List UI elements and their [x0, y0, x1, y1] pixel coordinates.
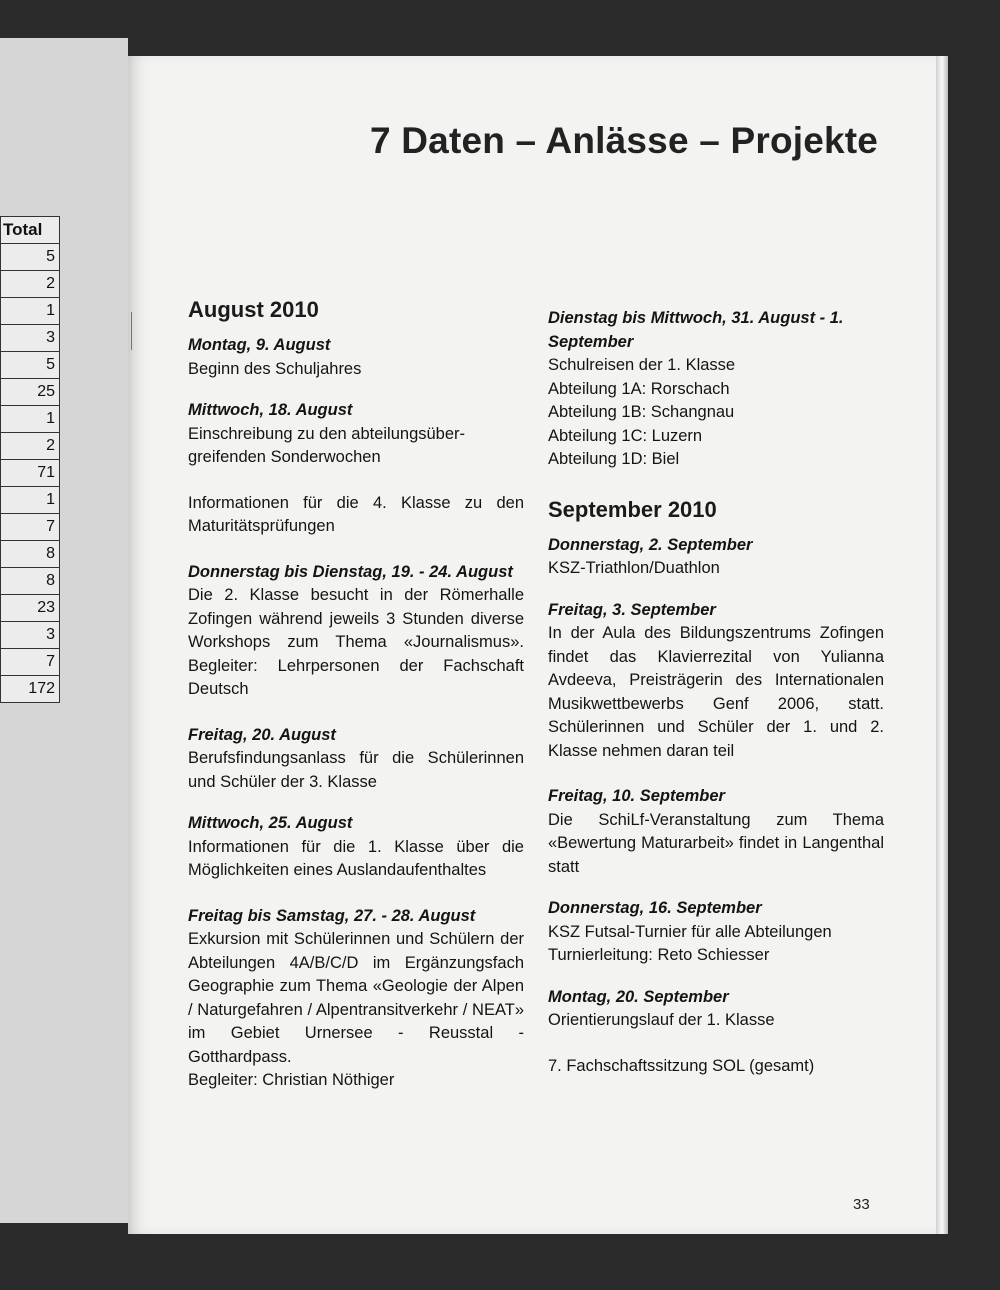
entry-extra: Turnierleitung: Reto Schiesser: [548, 946, 770, 964]
entry-text: Beginn des Schuljahres: [188, 359, 362, 378]
total-cell: 172: [1, 676, 60, 703]
entry: [188, 399, 524, 470]
total-cell: 23: [1, 595, 60, 622]
entry: [548, 986, 884, 1033]
entry-text: In der Aula des Bildungszentrums Zofingen findet das Klavierrezital von Yulianna Avdeeva, Preisträgerin des Internationalen Musikwettbewerbs Genf 2006, statt. Schülerinnen und Schüler der 1. und 2. Klasse nehmen daran teil: [548, 624, 884, 760]
page-edge: [936, 56, 948, 1234]
margin-mark: [131, 312, 132, 350]
total-cell: 7: [1, 514, 60, 541]
total-cell: 25: [1, 379, 60, 406]
total-cell: 7: [1, 649, 60, 676]
entry: [548, 897, 884, 968]
entry-date: Dienstag bis Mittwoch, 31. August - 1. September: [548, 309, 844, 351]
month-heading-september: September 2010: [548, 496, 717, 522]
total-cell: 1: [1, 406, 60, 433]
entry: [548, 1055, 884, 1079]
entry-date: Freitag bis Samstag, 27. - 28. August: [188, 906, 476, 925]
total-cell: 2: [1, 433, 60, 460]
total-cell: 5: [1, 244, 60, 271]
month-heading-august: August 2010: [188, 297, 319, 322]
total-cell: 3: [1, 622, 60, 649]
entry-text: Orientierungslauf der 1. Klasse: [548, 1011, 775, 1029]
entry-text: Informationen für die 1. Klasse über die Möglichkeiten eines Auslandaufenthaltes: [188, 837, 524, 879]
entry-date: Freitag, 3. September: [548, 600, 716, 619]
entry-date: Freitag, 10. September: [548, 787, 725, 805]
total-cell: 8: [1, 568, 60, 595]
right-column: [548, 307, 884, 1096]
entry: [548, 785, 884, 879]
entry-date: Montag, 9. August: [188, 336, 331, 354]
entry-text: Exkursion mit Schülerinnen und Schülern der Abteilungen 4A/B/C/D im Ergänzungsfach Geographie zum Thema «Geologie der Alpen / Naturgefahren / Alpentransitverkehr / NEAT» im Gebiet Urnersee - Reusstal - Gotthardpass.: [188, 930, 524, 1066]
total-cell: 3: [1, 325, 60, 352]
entry-text: KSZ Futsal-Turnier für alle Abteilungen: [548, 922, 832, 941]
entry: [188, 812, 524, 883]
entry: [188, 905, 524, 1093]
entry-line: Abteilung 1B: Schangnau: [548, 403, 735, 421]
entry-date: Montag, 20. September: [548, 987, 729, 1006]
entry: [188, 492, 524, 539]
entry-line: Abteilung 1D: Biel: [548, 450, 680, 468]
left-column: [188, 296, 524, 1111]
entry: [188, 724, 524, 795]
chapter-title: 7 Daten – Anlässe – Projekte: [370, 120, 879, 161]
entry-text: 7. Fachschaftssitzung SOL (gesamt): [548, 1056, 815, 1075]
entry-date: Mittwoch, 25. August: [188, 814, 353, 832]
entry-text: Die SchiLf-Veranstaltung zum Thema «Bewertung Maturarbeit» findet in Langenthal statt: [548, 810, 884, 876]
entry-text: Informationen für die 4. Klasse zu den Maturitätsprüfungen: [188, 493, 524, 535]
entry-date: Donnerstag, 2. September: [548, 535, 753, 554]
entry-text: KSZ-Triathlon/Duathlon: [548, 559, 720, 577]
entry: [188, 334, 524, 381]
entry: [548, 534, 884, 581]
entry-text: Einschreibung zu den abteilungsüber-greifenden Sonderwochen: [188, 424, 466, 466]
total-cell: 2: [1, 271, 60, 298]
entry-line: Schulreisen der 1. Klasse: [548, 356, 736, 374]
total-table: [0, 216, 60, 703]
total-cell: 8: [1, 541, 60, 568]
entry: [548, 599, 884, 764]
entry-text: Die 2. Klasse besucht in der Römerhalle Zofingen während jeweils 3 Stunden diverse Workshops zum Thema «Journalismus». Begleiter: Lehrpersonen der Fachschaft Deutsch: [188, 586, 524, 698]
entry-date: Donnerstag bis Dienstag, 19. - 24. August: [188, 562, 513, 581]
entry-date: Freitag, 20. August: [188, 725, 336, 744]
entry-extra: Begleiter: Christian Nöthiger: [188, 1071, 395, 1089]
entry-line: Abteilung 1C: Luzern: [548, 426, 703, 445]
entry-date: Mittwoch, 18. August: [188, 401, 353, 419]
total-cell: 1: [1, 298, 60, 325]
total-cell: 1: [1, 487, 60, 514]
entry: [548, 307, 884, 472]
total-header: Total: [1, 217, 60, 244]
left-page: [0, 38, 128, 1223]
entry: [188, 561, 524, 702]
entry-date: Donnerstag, 16. September: [548, 899, 762, 917]
total-cell: 5: [1, 352, 60, 379]
entry-line: Abteilung 1A: Rorschach: [548, 379, 730, 398]
total-cell: 71: [1, 460, 60, 487]
page-number: 33: [853, 1196, 870, 1213]
entry-text: Berufsfindungsanlass für die Schülerinnen und Schüler der 3. Klasse: [188, 749, 524, 791]
